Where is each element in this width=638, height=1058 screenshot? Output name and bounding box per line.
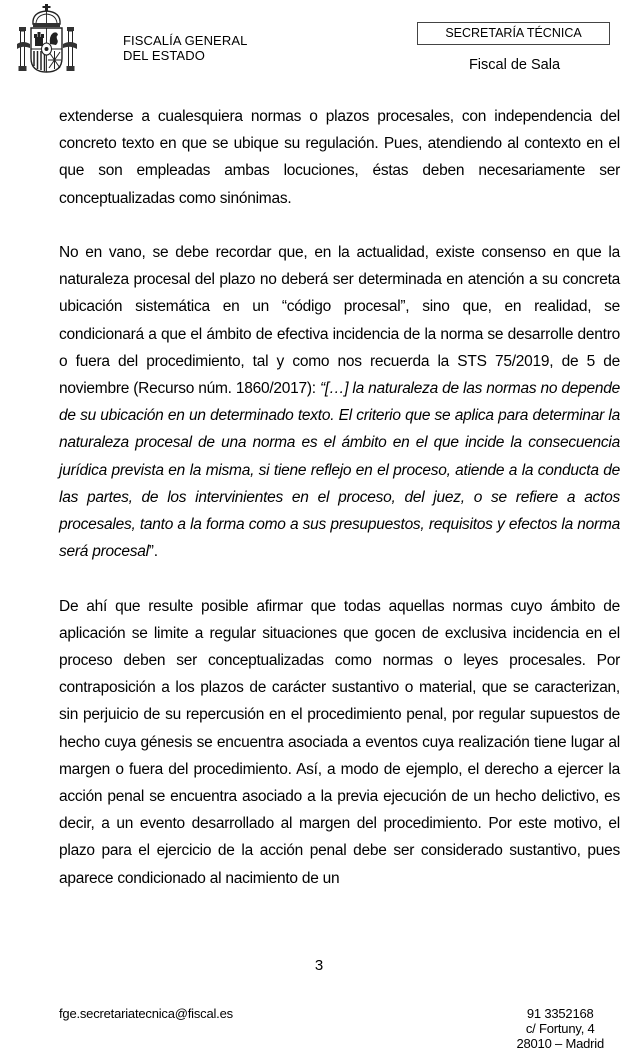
organization-line-2: DEL ESTADO (123, 48, 205, 63)
organization-name (123, 33, 247, 63)
paragraph (59, 593, 620, 892)
coat-of-arms-icon (16, 2, 78, 74)
footer-street: c/ Fortuny, 4 (525, 1021, 595, 1036)
paragraph-text: extenderse a cualesquiera normas o plazos procesales, con independencia del concreto texto en que se ubique su regulación. Pues, atendiendo al contexto en el que son empleadas ambas locuciones, éstas deben necesariamente ser conceptualizadas como sinónimas. (59, 108, 620, 207)
footer-address (516, 1006, 604, 1051)
organization-line-1: FISCALÍA GENERAL (123, 33, 248, 48)
footer-email: fge.secretariatecnica@fiscal.es (59, 1006, 233, 1021)
footer-phone: 91 3352168 (526, 1006, 594, 1021)
footer-city: 28010 – Madrid (516, 1036, 604, 1051)
paragraph-text: ”. (148, 543, 158, 561)
quotation-text: “[…] la naturaleza de las normas no depende de su ubicación en un determinado texto. El criterio que se aplica para determinar la naturaleza procesal de una norma es el ámbito en el que incide la consecuencia jurídica prevista en la misma, si tiene reflejo en el proceso, atiende a la conducta de las partes, de los intervinientes en el proceso, del juez, o se refiere a actos procesales, tanto a la forma como a sus presupuestos, requisitos y efectos la norma será procesal (59, 380, 620, 561)
page-number: 3 (314, 957, 324, 974)
department-box: SECRETARÍA TÉCNICA (417, 22, 610, 45)
document-body (59, 103, 620, 919)
paragraph-text: No en vano, se debe recordar que, en la actualidad, existe consenso en que la naturaleza procesal del plazo no deberá ser determinada en atención a su concreta ubicación sistemática en un “código procesal”, sino que, en realidad, se condicionará a que el ámbito de efectiva incidencia de la norma se desarrolle dentro o fuera del procedimiento, tal y como nos recuerda la STS 75/2019, de 5 de noviembre (Recurso núm. 1860/2017): (59, 244, 620, 398)
paragraph-text: De ahí que resulte posible afirmar que todas aquellas normas cuyo ámbito de aplicación se limite a regular situaciones que gocen de exclusiva incidencia en el proceso deben ser conceptualizadas como normas o leyes procesales. Por contraposición a los plazos de carácter sustantivo o material, que se caracterizan, sin perjuicio de su repercusión en el procedimiento penal, por regular supuestos de hecho cuya génesis se encuentra asociada a eventos cuya realización tiene lugar al margen o fuera del procedimiento. Así, a modo de ejemplo, el derecho a ejercer la acción penal se encuentra asociado a la previa ejecución de un hecho delictivo, es decir, a un evento desarrollado al margen del procedimiento. Por este motivo, el plazo para el ejercicio de la acción penal debe ser considerado sustantivo, pues aparece condicionado al nacimiento de un (59, 597, 620, 887)
subtitle: Fiscal de Sala (468, 57, 561, 73)
paragraph (59, 239, 620, 565)
paragraph (59, 103, 620, 212)
